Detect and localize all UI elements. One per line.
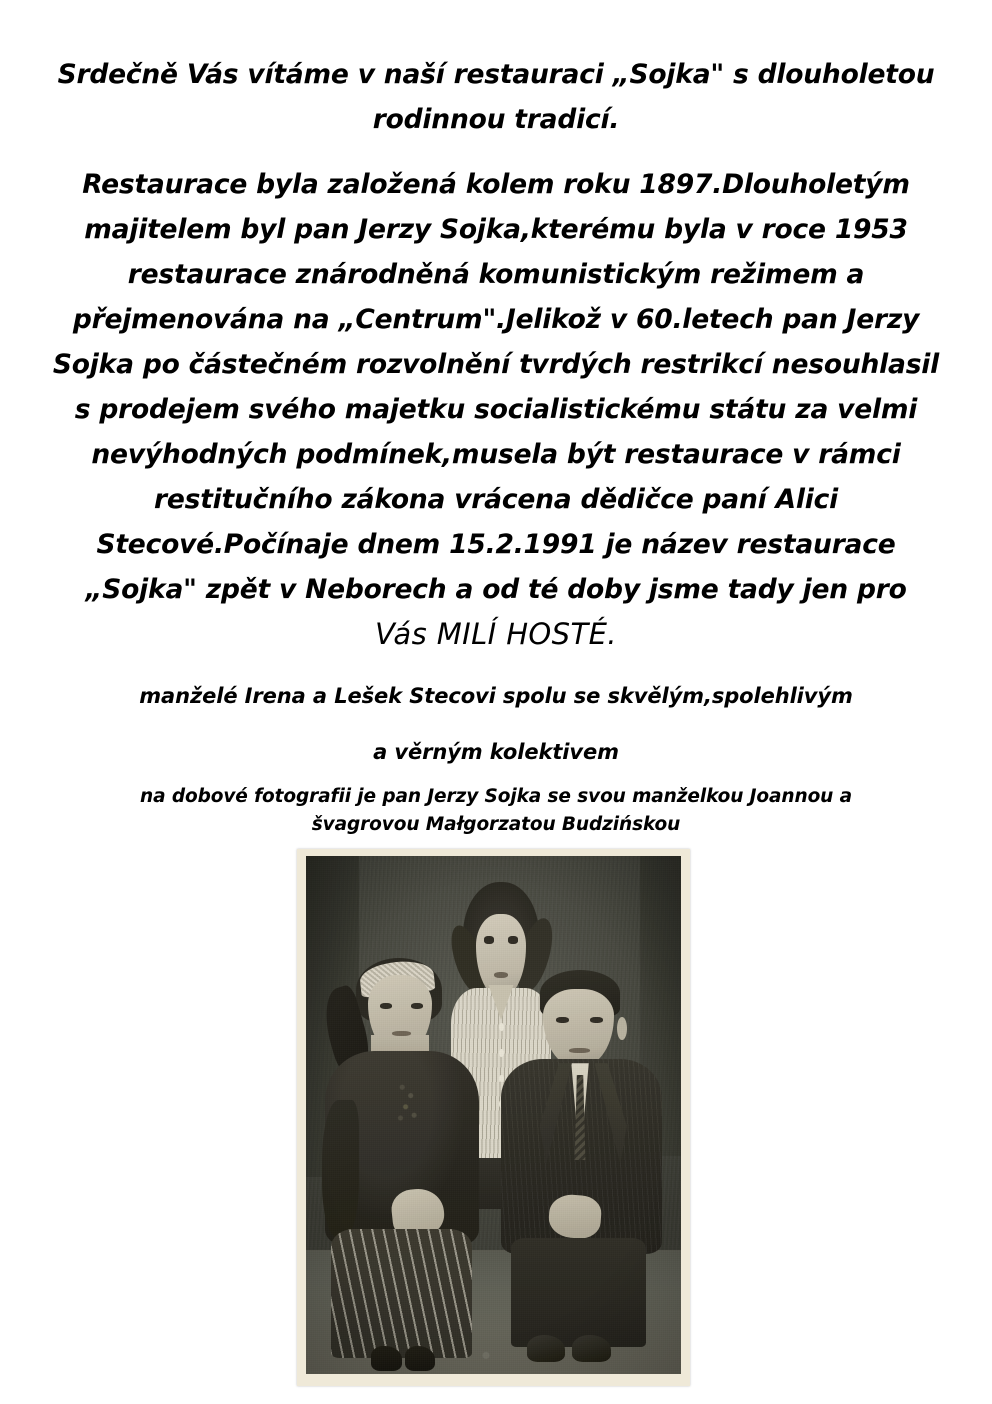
signature-line: a věrným kolektivem	[373, 740, 619, 764]
figure-seated-man	[501, 970, 662, 1359]
signature-line: manželé Irena a Lešek Stecovi spolu se skvělým,spolehlivým	[139, 684, 853, 708]
shoe-left	[371, 1346, 402, 1370]
shoe-left	[527, 1335, 566, 1362]
history-paragraph	[50, 162, 942, 657]
mouth	[569, 1048, 590, 1053]
heading-line: Srdečně Vás vítáme v naší restauraci „Sojka" s dlouholetou	[57, 59, 935, 90]
eye-left	[484, 936, 493, 943]
body-line: nevýhodných podmínek,musela být restaurace v rámci	[91, 439, 901, 470]
welcome-heading	[50, 52, 942, 142]
shoe-right	[572, 1335, 611, 1362]
eye-right	[508, 936, 517, 943]
body-line: restitučního zákona vrácena dědičce paní Alici	[153, 484, 838, 515]
historical-photograph	[297, 849, 690, 1386]
body-line: restaurace znárodněná komunistickým režimem a	[127, 259, 865, 290]
face	[543, 989, 614, 1067]
bead-trim	[392, 1076, 426, 1133]
body-line: s prodejem svého majetku socialistickému státu za velmi	[74, 394, 918, 425]
patterned-skirt	[331, 1229, 472, 1358]
heading-line: rodinnou tradicí.	[372, 104, 620, 135]
body-line: Stecové.Počínaje dnem 15.2.1991 je název restaurace	[96, 529, 896, 560]
body-line: „Sojka" zpět v Neborech a od té doby jsme tady jen pro	[85, 574, 907, 605]
body-line: Restaurace byla založená kolem roku 1897.Dlouholetým	[82, 169, 910, 200]
body-line: přejmenována na „Centrum".Jelikož v 60.letech pan Jerzy	[72, 304, 920, 335]
caption-line: švagrovou Małgorzatou Budzińskou	[311, 814, 681, 835]
eye-right	[590, 1017, 603, 1023]
photo-caption	[50, 783, 942, 839]
trousers	[511, 1238, 646, 1347]
figure-seated-woman	[325, 954, 479, 1358]
body-line-closing: Vás MILÍ HOSTÉ.	[375, 617, 617, 651]
shoe-right	[405, 1346, 436, 1370]
eye-left	[380, 1003, 392, 1009]
ear	[617, 1017, 627, 1040]
caption-line: na dobové fotografii je pan Jerzy Sojka se svou manželkou Joannou a	[140, 786, 852, 807]
arm-left	[322, 1100, 359, 1237]
eye-left	[556, 1017, 569, 1023]
signature-block	[50, 668, 942, 780]
eye-right	[411, 1003, 423, 1009]
folded-hands	[548, 1194, 602, 1240]
photograph-image	[306, 856, 681, 1374]
body-line: Sojka po částečném rozvolnění tvrdých restrikcí nesouhlasil	[52, 349, 940, 380]
body-line: majitelem byl pan Jerzy Sojka,kterému byla v roce 1953	[84, 214, 908, 245]
